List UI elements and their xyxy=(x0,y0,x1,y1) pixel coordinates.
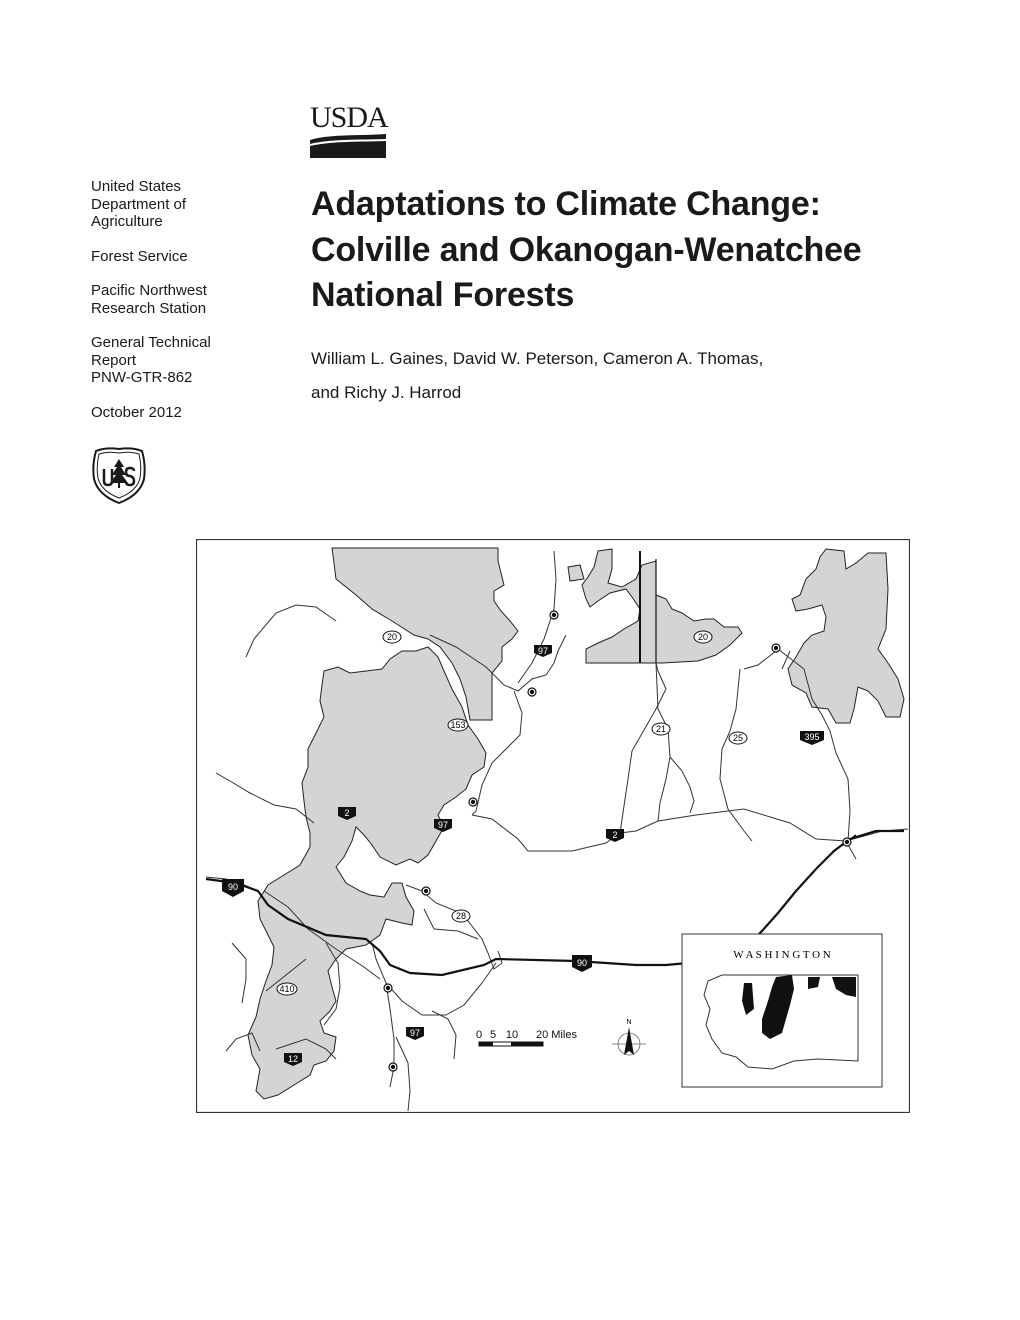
forest-location-map xyxy=(196,539,910,1113)
scale-tick-label: 0 xyxy=(475,1029,483,1041)
title-line: Adaptations to Climate Change: xyxy=(311,185,821,223)
highway-shield-28 xyxy=(452,910,470,922)
svg-text:12: 12 xyxy=(287,1054,299,1064)
authors xyxy=(311,342,763,410)
svg-text:2: 2 xyxy=(344,808,350,818)
service-name: Forest Service xyxy=(91,247,188,265)
station-block xyxy=(91,282,291,317)
report-line: General Technical xyxy=(91,334,211,351)
svg-text:395: 395 xyxy=(804,732,820,742)
forest-service-shield-icon xyxy=(90,445,148,505)
highway-shield-21 xyxy=(652,723,670,735)
highway-shield-20a xyxy=(383,631,401,643)
svg-text:21: 21 xyxy=(655,724,667,734)
report-number: PNW-GTR-862 xyxy=(91,369,193,386)
title-line: National Forests xyxy=(311,276,575,314)
svg-text:28: 28 xyxy=(455,911,467,921)
washington-inset-map xyxy=(682,934,882,1087)
date-block xyxy=(91,404,291,422)
authors-line: William L. Gaines, David W. Peterson, Cameron A. Thomas, xyxy=(311,349,764,368)
highway-shield-410 xyxy=(277,983,297,995)
authors-line: and Richy J. Harrod xyxy=(311,383,462,402)
svg-text:90: 90 xyxy=(227,882,239,892)
agency-sidebar xyxy=(91,178,291,438)
svg-text:410: 410 xyxy=(279,984,295,994)
usda-logo-text: USDA xyxy=(310,101,388,134)
inset-label: W A S H I N G T O N xyxy=(733,949,831,961)
publication-date: October 2012 xyxy=(91,403,182,421)
svg-text:97: 97 xyxy=(537,646,549,656)
svg-text:153: 153 xyxy=(450,720,466,730)
department-line: Department of xyxy=(91,195,187,213)
department-block xyxy=(91,178,291,231)
report-block xyxy=(91,334,291,387)
report-line: Report xyxy=(91,351,137,369)
svg-text:25: 25 xyxy=(732,733,744,743)
svg-text:97: 97 xyxy=(409,1028,421,1038)
svg-text:20: 20 xyxy=(697,632,709,642)
department-line: Agriculture xyxy=(91,213,163,230)
scale-tick-label: 20 Miles xyxy=(536,1029,577,1041)
scale-tick-label: 10 xyxy=(505,1029,519,1041)
department-line: United States xyxy=(91,178,182,195)
svg-text:20: 20 xyxy=(386,632,398,642)
title-line: Colville and Okanogan-Wenatchee xyxy=(311,230,862,269)
station-line: Research Station xyxy=(91,299,207,317)
service-block xyxy=(91,248,291,266)
north-label: N xyxy=(626,1019,632,1026)
station-line: Pacific Northwest xyxy=(91,282,207,299)
highway-shield-20b xyxy=(694,631,712,643)
report-title xyxy=(311,182,862,319)
highway-shield-153 xyxy=(448,719,468,731)
svg-text:97: 97 xyxy=(437,820,449,830)
usda-logo xyxy=(310,101,388,158)
highway-shield-25 xyxy=(729,732,747,744)
svg-text:90: 90 xyxy=(576,958,588,968)
usda-logo-mark xyxy=(310,134,386,158)
scale-tick-label: 5 xyxy=(489,1029,497,1041)
svg-text:2: 2 xyxy=(612,830,618,840)
